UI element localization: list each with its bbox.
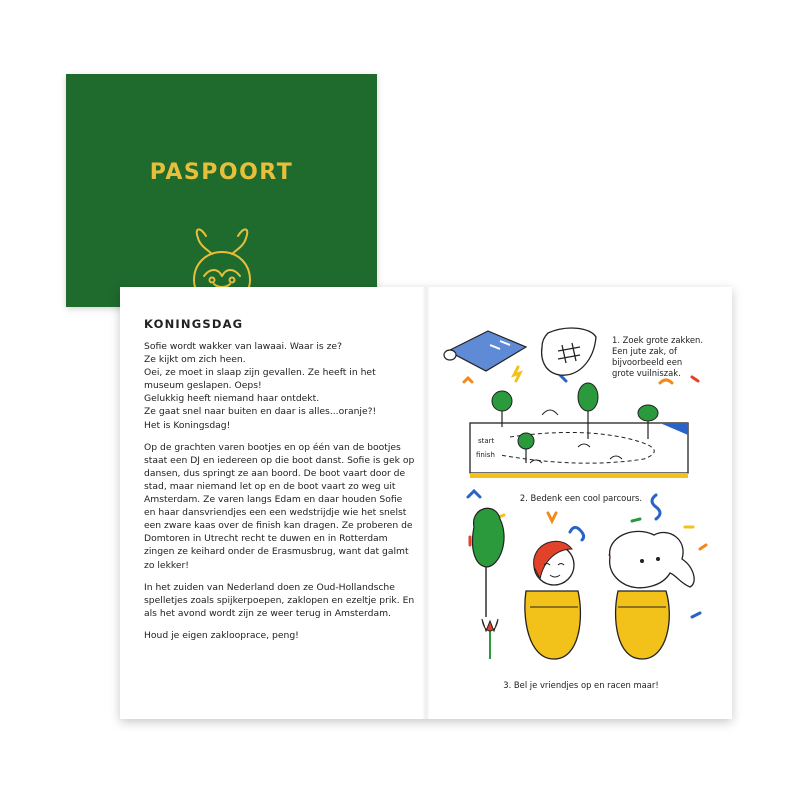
story-paragraph-2: Op de grachten varen bootjes en op één van de bootjes staat een DJ en iedereen op die boot danst. Sofie is gek op dansen, dus springt ze aan boord. De boot vaart door de stad, maar niemand let op en de boot vaart zo weg uit Amsterdam. Ze varen langs Edam en daar houden Sofie en haar dansvriendjes een een wedstrijdje wie het snelst een zware kaas over de finish kan dragen. Ze proberen de Domtoren in Utrecht recht te duwen en in Rotterdam zingen ze keihard onder de Erasmusbrug, want dat galmt zo lekker! <box>144 441 415 571</box>
story-paragraph-3: In het zuiden van Nederland doen ze Oud-Hollandsche spelletjes zoals spijkerpoepen, zaklopen en ezeltje prik. En als het avond wordt zijn ze weer terug in Amsterdam. <box>144 581 415 619</box>
tulip-icon <box>482 619 498 659</box>
track-start-label: start <box>478 437 495 445</box>
big-tree-icon <box>473 508 505 617</box>
booklet-fold <box>422 287 430 719</box>
sack-icon <box>542 328 596 375</box>
story-paragraph-4: Houd je eigen zaklooprace, peng! <box>144 629 299 641</box>
left-page <box>144 317 416 651</box>
step-1-text: 1. Zoek grote zakken. Een jute zak, of bijvoorbeeld een grote vuilniszak. <box>612 335 704 378</box>
step-3-text: 3. Bel je vriendjes op en racen maar! <box>503 680 659 690</box>
story-title: KONINGSDAG <box>144 317 244 331</box>
girl-icon <box>525 541 581 659</box>
step-2-text: 2. Bedenk een cool parcours. <box>519 493 643 503</box>
story-paragraph-1: Sofie wordt wakker van lawaai. Waar is ze? Ze kijkt om zich heen. Oei, ze moet in slaap zijn gevallen. Ze heeft in het museum geslapen. Oeps! Gelukkig heeft niemand haar ontdekt. Ze gaat snel naar buiten en daar is alles...oranje?! Het is Koningsdag! <box>144 341 377 431</box>
booklet <box>120 287 732 719</box>
passport-cover <box>66 74 377 307</box>
rolled-mat-icon <box>444 331 526 371</box>
elephant-icon <box>610 531 695 659</box>
track-finish-label: finish <box>476 451 495 459</box>
right-page <box>430 287 732 719</box>
parcours-track <box>470 410 688 478</box>
passport-title: PASPOORT <box>149 160 294 185</box>
